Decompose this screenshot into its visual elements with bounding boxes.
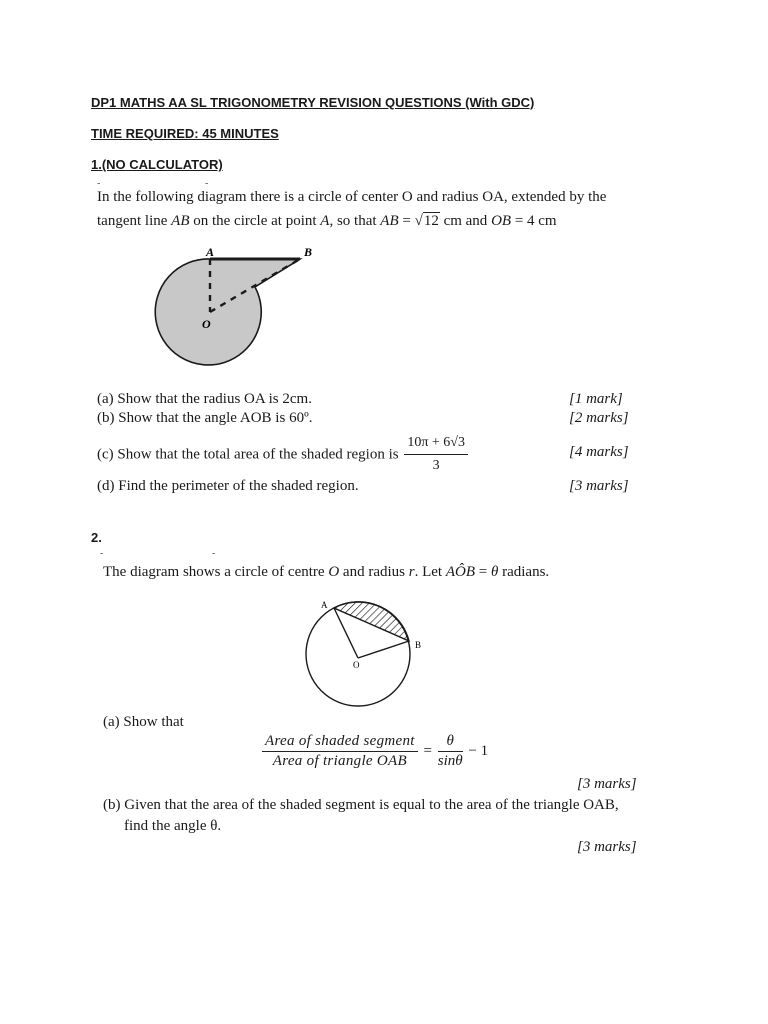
label-o: O (202, 317, 211, 331)
question-1-part-d: (d) Find the perimeter of the shaded region. (97, 478, 359, 494)
label-a: A (321, 600, 328, 610)
question-1-part-c-marks: [4 marks] (569, 444, 629, 460)
question-2-part-b-line-1: (b) Given that the area of the shaded segment is equal to the area of the triangle OAB, (103, 797, 619, 813)
question-2-part-b-marks: [3 marks] (577, 839, 637, 855)
question-2-diagram (298, 596, 428, 711)
question-1-intro-line-1: In the following diagram there is a circle of center O and radius OA, extended by the (97, 189, 607, 205)
question-1-part-a: (a) Show that the radius OA is 2cm. (97, 391, 312, 407)
question-2-formula: $\frac{\text{Area of shaded segment}}{\text{Area of triangle OAB}}$ = $\frac{\theta}{\sin\theta}$ − 1 (262, 733, 488, 770)
question-2-part-b-line-2: find the angle θ. (124, 818, 222, 834)
question-1-part-a-marks: [1 mark] (569, 391, 623, 407)
area-fraction: $\frac{10\pi + 6√3}{3}$ (404, 433, 468, 476)
formula-right-fraction: $\frac{\theta}{\sin\theta}$ (437, 733, 463, 769)
question-1-part-b: (b) Show that the angle AOB is 60º. (97, 410, 313, 426)
question-2-intro: The diagram shows a circle of centre O and radius r. Let AÔB = θ radians. (103, 564, 550, 580)
scan-mark: - (205, 178, 209, 189)
document-title: DP1 MATHS AA SL TRIGONOMETRY REVISION QUESTIONS (With GDC) (91, 95, 535, 110)
question-2-part-a-marks: [3 marks] (577, 776, 637, 792)
label-b: B (304, 245, 313, 259)
scan-mark: - (97, 178, 101, 189)
question-1-part-c: (c) Show that the total area of the shaded region is $\frac{10\pi + 6√3}{3}$ (97, 433, 468, 476)
question-2-number: 2. (91, 530, 102, 545)
scan-mark: - (100, 548, 104, 559)
question-2-part-a: (a) Show that (103, 714, 184, 730)
label-o: O (353, 660, 360, 670)
label-b: B (415, 640, 422, 650)
question-1-number: 1.(NO CALCULATOR) (91, 157, 223, 172)
question-1-part-b-marks: [2 marks] (569, 410, 629, 426)
label-a: A (206, 245, 215, 259)
question-1-intro-line-2: tangent line AB on the circle at point A, so that AB = √12 cm and OB = 4 cm (97, 213, 557, 229)
question-1-part-d-marks: [3 marks] (569, 478, 629, 494)
formula-left-fraction: $\frac{\text{Area of shaded segment}}{\text{Area of triangle OAB}}$ (262, 733, 418, 770)
shaded-segment (334, 602, 409, 641)
time-required: TIME REQUIRED: 45 MINUTES (91, 126, 279, 141)
question-1-diagram (150, 243, 350, 368)
radius-ob (358, 641, 409, 658)
shaded-region (155, 259, 300, 365)
scan-mark: - (212, 548, 216, 559)
